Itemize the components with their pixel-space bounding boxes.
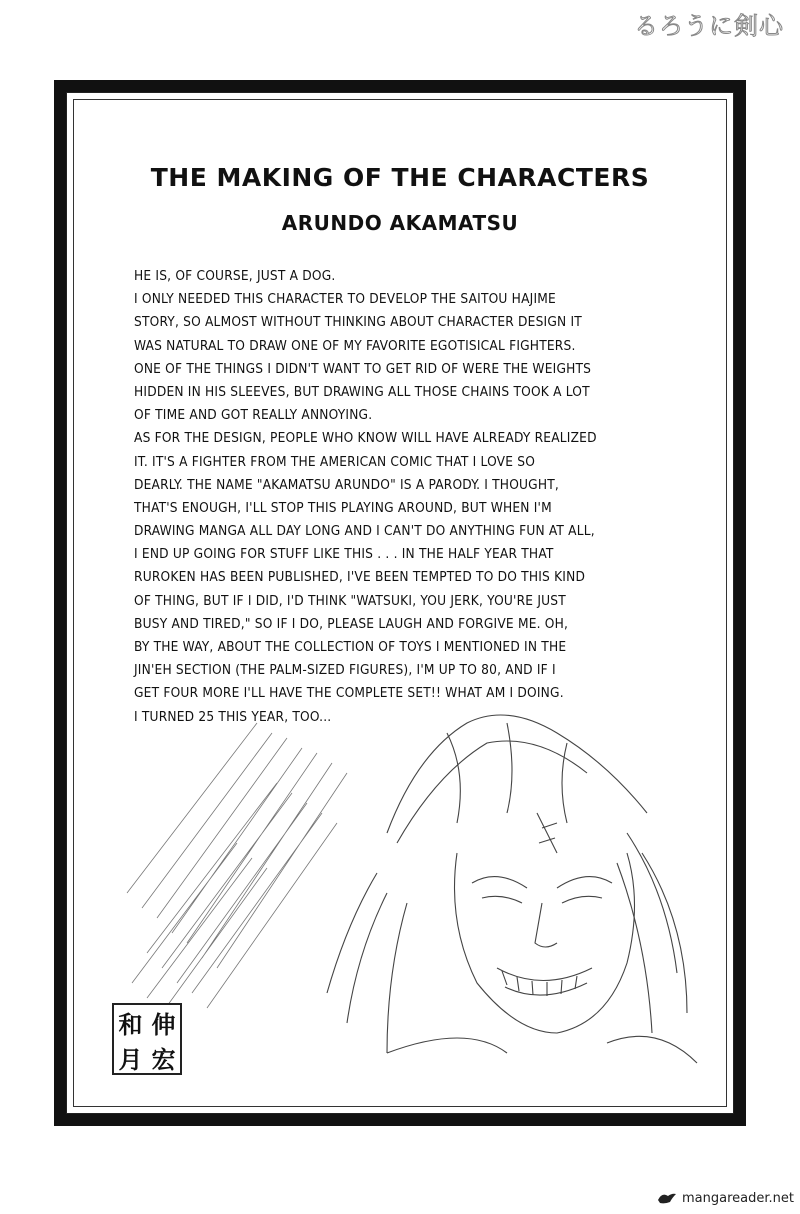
body-text	[134, 265, 700, 729]
body-line: JIN'EH SECTION (THE PALM-SIZED FIGURES), I'M UP TO 80, AND IF I	[134, 662, 556, 679]
body-line: IT. IT'S A FIGHTER FROM THE AMERICAN COMIC THAT I LOVE SO	[134, 453, 536, 470]
site-watermark	[656, 1190, 794, 1206]
page-border	[54, 80, 746, 1126]
bird-icon	[656, 1190, 678, 1206]
body-line: BUSY AND TIRED," SO IF I DO, PLEASE LAUGH AND FORGIVE ME. OH,	[134, 615, 569, 632]
seal-char: 宏	[151, 1045, 176, 1074]
body-line: ONE OF THE THINGS I DIDN'T WANT TO GET RID OF WERE THE WEIGHTS	[134, 360, 592, 377]
page-panel	[66, 92, 734, 1114]
seal-char: 和	[118, 1010, 143, 1039]
body-line: I ONLY NEEDED THIS CHARACTER TO DEVELOP THE SAITOU HAJIME	[134, 291, 556, 308]
character-name: ARUNDO AKAMATSU	[281, 211, 519, 235]
artist-seal	[112, 1003, 182, 1075]
body-line: HIDDEN IN HIS SLEEVES, BUT DRAWING ALL THOSE CHAINS TOOK A LOT	[134, 383, 590, 400]
body-line: OF TIME AND GOT REALLY ANNOYING.	[134, 407, 373, 424]
watermark-text: mangareader.net	[682, 1190, 794, 1206]
body-line: AS FOR THE DESIGN, PEOPLE WHO KNOW WILL HAVE ALREADY REALIZED	[134, 430, 597, 447]
body-line: WAS NATURAL TO DRAW ONE OF MY FAVORITE EGOTISICAL FIGHTERS.	[134, 337, 576, 354]
seal-char: 月	[118, 1045, 143, 1074]
body-line: BY THE WAY, ABOUT THE COLLECTION OF TOYS I MENTIONED IN THE	[134, 639, 567, 655]
body-line: STORY, SO ALMOST WITHOUT THINKING ABOUT CHARACTER DESIGN IT	[134, 314, 582, 331]
body-line: GET FOUR MORE I'LL HAVE THE COMPLETE SET!! WHAT AM I DOING.	[134, 685, 564, 702]
body-line: I END UP GOING FOR STUFF LIKE THIS . . . IN THE HALF YEAR THAT	[134, 546, 554, 563]
body-line: I TURNED 25 THIS YEAR, TOO...	[134, 708, 332, 725]
body-line: RUROKEN HAS BEEN PUBLISHED, I'VE BEEN TEMPTED TO DO THIS KIND	[134, 569, 586, 586]
seal-char: 伸	[151, 1010, 176, 1039]
body-line: DRAWING MANGA ALL DAY LONG AND I CAN'T DO ANYTHING FUN AT ALL,	[134, 523, 595, 540]
page-title: THE MAKING OF THE CHARACTERS	[150, 163, 650, 192]
body-line: THAT'S ENOUGH, I'LL STOP THIS PLAYING AROUND, BUT WHEN I'M	[134, 499, 552, 516]
body-line: DEARLY. THE NAME "AKAMATSU ARUNDO" IS A PARODY. I THOUGHT,	[134, 476, 560, 493]
body-line: HE IS, OF COURSE, JUST A DOG.	[134, 268, 336, 284]
series-logo: るろうに剣心	[634, 12, 784, 40]
body-line: OF THING, BUT IF I DID, I'D THINK "WATSUKI, YOU JERK, YOU'RE JUST	[134, 592, 566, 609]
